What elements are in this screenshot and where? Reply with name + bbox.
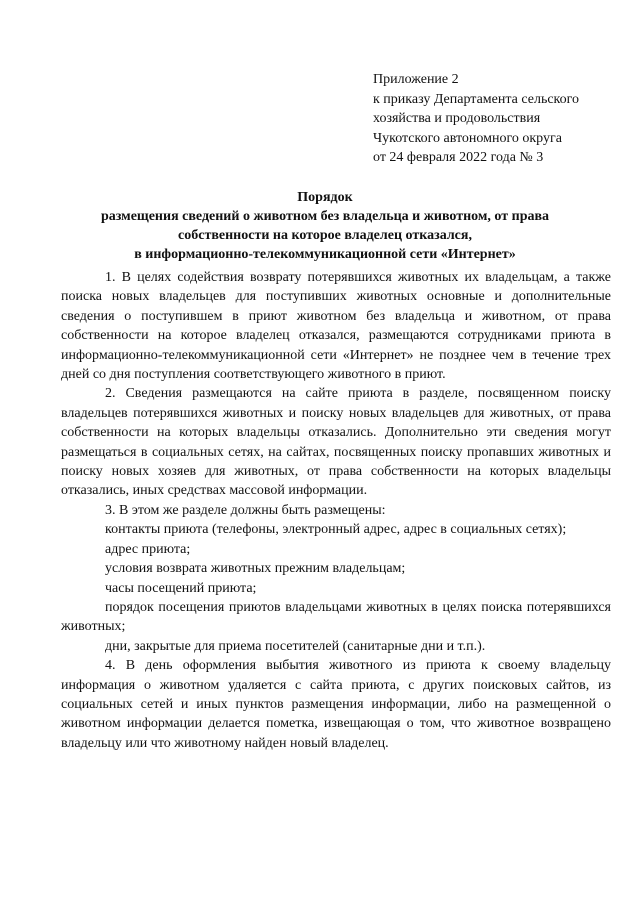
paragraph-2: 2. Сведения размещаются на сайте приюта в разделе, посвященном поиску владельцев потерявшихся животных и поиску новых владельцев для животных, от права собственности на которых владельцы отказались. Дополнительно эти сведения могут размещаться в социальных сетях, на сайтах, посвященных поиску пропавших животных и поиску новых хозяев для животных, от права собственности на которых владельцы отказались, иных средствах массовой информации. (61, 386, 611, 499)
appendix-department-line: хозяйства и продовольствия (373, 111, 541, 126)
list-item: дни, закрытые для приема посетителей (санитарные дни и т.п.). (105, 638, 486, 654)
document-body (61, 268, 611, 753)
list-item: порядок посещения приютов владельцами животных в целях поиска потерявшихся животных; (61, 599, 611, 635)
title-line-4: в информационно-телекоммуникационной сети «Интернет» (134, 247, 516, 262)
paragraph-3: 3. В этом же разделе должны быть размещены: (105, 502, 386, 518)
title-line-3: собственности на которое владелец отказался, (178, 228, 472, 243)
appendix-number: Приложение 2 (373, 72, 459, 87)
appendix-date-line: от 24 февраля 2022 года № 3 (373, 150, 544, 165)
appendix-order-line: к приказу Департамента сельского (373, 91, 580, 107)
document-title (60, 188, 590, 264)
list-item: условия возврата животных прежним владельцам; (105, 561, 406, 577)
title-line-1: Порядок (297, 190, 353, 205)
appendix-header (373, 70, 613, 168)
title-line-2: размещения сведений о животном без владельца и животном, от права (100, 209, 550, 224)
list-item: контакты приюта (телефоны, электронный адрес, адрес в социальных сетях); (105, 522, 567, 538)
appendix-region-line: Чукотского автономного округа (373, 130, 562, 146)
paragraph-1: 1. В целях содействия возврату потерявшихся животных их владельцам, а также поиска новых владельцев для поступивших животных основные и дополнительные сведения о поступившем в приют животном без владельца и животном, от права собственности на которое владелец отказался, размещаются сотрудниками приюта в информационно-телекоммуникационной сети «Интернет» не позднее чем в течение трех дней со дня поступления соответствующего животного в приют. (61, 270, 611, 383)
paragraph-4: 4. В день оформления выбытия животного из приюта к своему владельцу информация о животном удаляется с сайта приюта, с других поисковых сайтов, из социальных сетей и иных пунктов размещения информации, либо на размещенной о животном информации делается пометка, извещающая о том, что животное возвращено владельцу или что животному найден новый владелец. (61, 658, 611, 751)
list-item: часы посещений приюта; (105, 580, 257, 596)
list-item: адрес приюта; (105, 541, 191, 557)
